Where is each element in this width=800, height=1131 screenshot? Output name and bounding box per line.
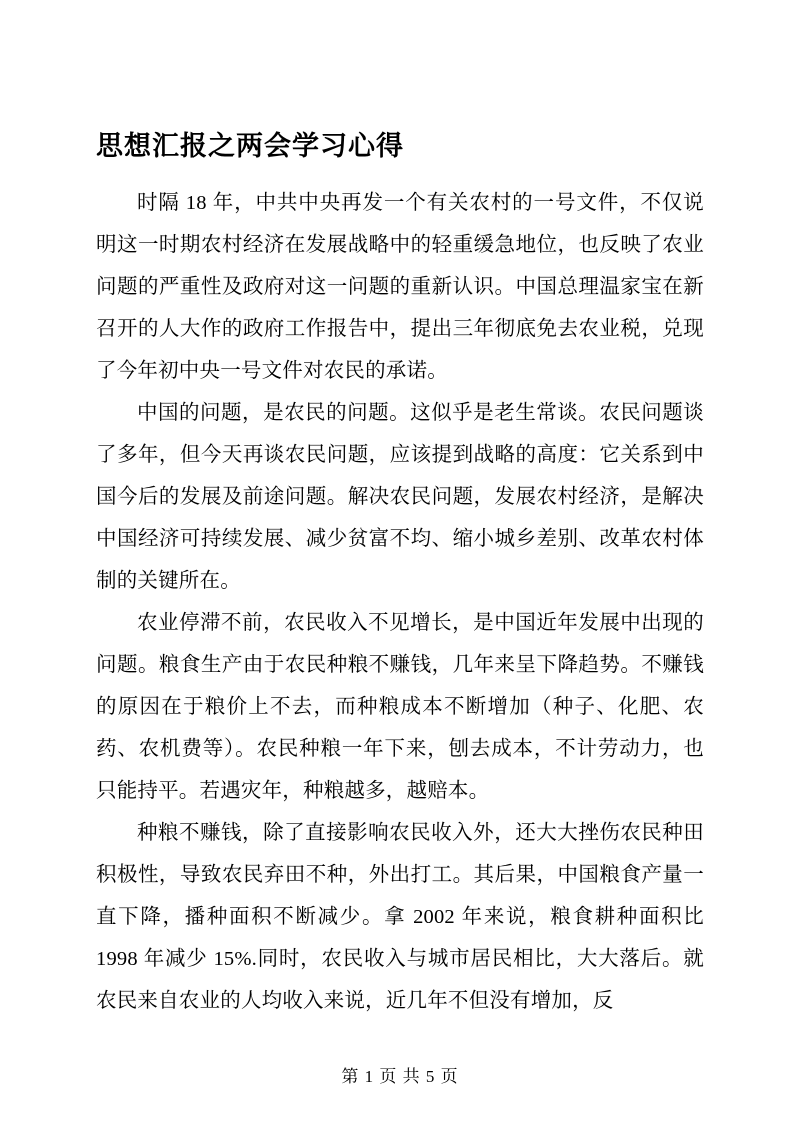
page-footer: 第 1 页 共 5 页 bbox=[341, 1067, 459, 1086]
paragraph: 农业停滞不前，农民收入不见增长，是中国近年发展中出现的问题。粮食生产由于农民种粮不赚钱，几年来呈下降趋势。不赚钱的原因在于粮价上不去，而种粮成本不断增加（种子、化肥、农药、农机费等）。农民种粮一年下来，刨去成本，不计劳动力，也只能持平。若遇灾年，种粮越多，越赔本。 bbox=[96, 611, 704, 802]
paragraph: 时隔 18 年，中共中央再发一个有关农村的一号文件，不仅说明这一时期农村经济在发展战略中的轻重缓急地位，也反映了农业问题的严重性及政府对这一问题的重新认识。中国总理温家宝在新召开的人大作的政府工作报告中，提出三年彻底免去农业税，兑现了今年初中央一号文件对农民的承诺。 bbox=[96, 191, 704, 382]
paragraph: 种粮不赚钱，除了直接影响农民收入外，还大大挫伤农民种田积极性，导致农民弃田不种，外出打工。其后果，中国粮食产量一直下降，播种面积不断减少。拿 2002 年来说，粮食耕种面积比 1998 年减少 15%.同时，农民收入与城市居民相比，大大落后。就农民来自农业的人均收入来说，近几年不但没有增加，反 bbox=[96, 821, 704, 1012]
paragraph: 中国的问题，是农民的问题。这似乎是老生常谈。农民问题谈了多年，但今天再谈农民问题，应该提到战略的高度：它关系到中国今后的发展及前途问题。解决农民问题，发展农村经济，是解决中国经济可持续发展、减少贫富不均、缩小城乡差别、改革农村体制的关键所在。 bbox=[96, 401, 704, 592]
document-body bbox=[96, 182, 704, 1022]
page-title: 思想汇报之两会学习心得 bbox=[96, 131, 404, 161]
